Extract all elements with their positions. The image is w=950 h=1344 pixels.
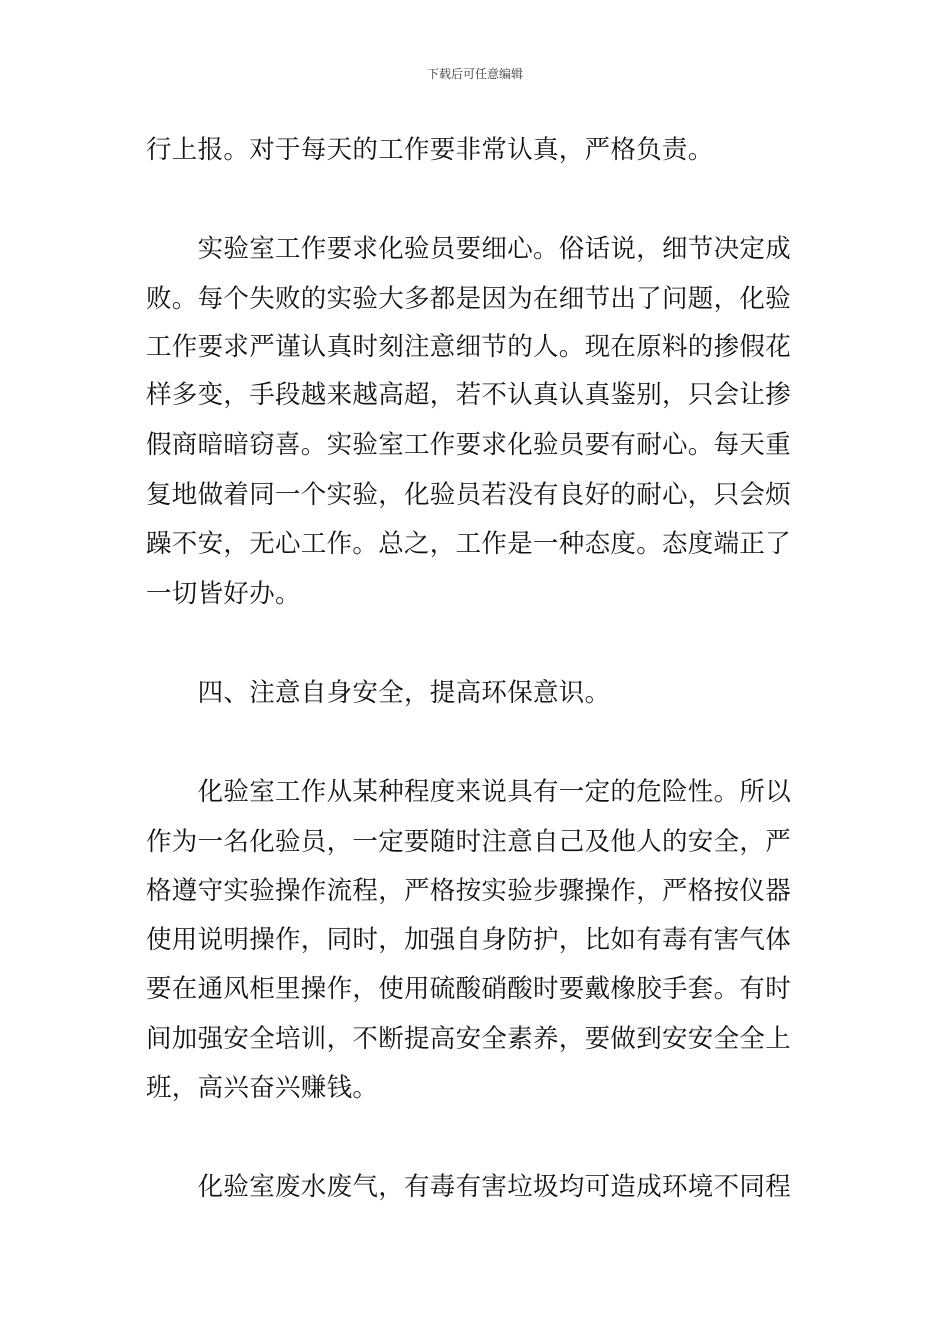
text-line: 一切皆好办。 — [146, 579, 301, 609]
text-line: 实验室工作要求化验员要细心。俗话说，细节决定成 — [146, 234, 792, 264]
section-heading: 四、注意自身安全，提高环保意识。 — [146, 678, 611, 708]
text-line: 格遵守实验操作流程，严格按实验步骤操作，严格按仪器 — [146, 876, 792, 906]
text-line: 败。每个失败的实验大多都是因为在细节出了问题，化验 — [146, 284, 792, 314]
text-line: 假商暗暗窃喜。实验室工作要求化验员要有耐心。每天重 — [146, 430, 792, 460]
text-line: 使用说明操作，同时，加强自身防护，比如有毒有害气体 — [146, 925, 792, 955]
page-header: 下载后可任意编辑 — [426, 67, 523, 81]
text-line: 作为一名化验员，一定要随时注意自己及他人的安全，严 — [146, 827, 792, 857]
text-line: 要在通风柜里操作，使用硫酸硝酸时要戴橡胶手套。有时 — [146, 974, 792, 1004]
text-line: 复地做着同一个实验，化验员若没有良好的耐心，只会烦 — [146, 480, 792, 510]
text-line: 躁不安，无心工作。总之，工作是一种态度。态度端正了 — [146, 529, 792, 559]
text-line: 化验室废水废气，有毒有害垃圾均可造成环境不同程 — [146, 1172, 792, 1202]
text-line: 间加强安全培训，不断提高安全素养，要做到安安全全上 — [146, 1024, 792, 1054]
text-line: 工作要求严谨认真时刻注意细节的人。现在原料的掺假花 — [146, 332, 792, 362]
text-line: 样多变，手段越来越高超，若不认真认真鉴别，只会让掺 — [146, 380, 792, 410]
text-line: 行上报。对于每天的工作要非常认真，严格负责。 — [146, 135, 714, 165]
text-line: 化验室工作从某种程度来说具有一定的危险性。所以 — [146, 777, 792, 807]
text-line: 班，高兴奋兴赚钱。 — [146, 1073, 379, 1103]
